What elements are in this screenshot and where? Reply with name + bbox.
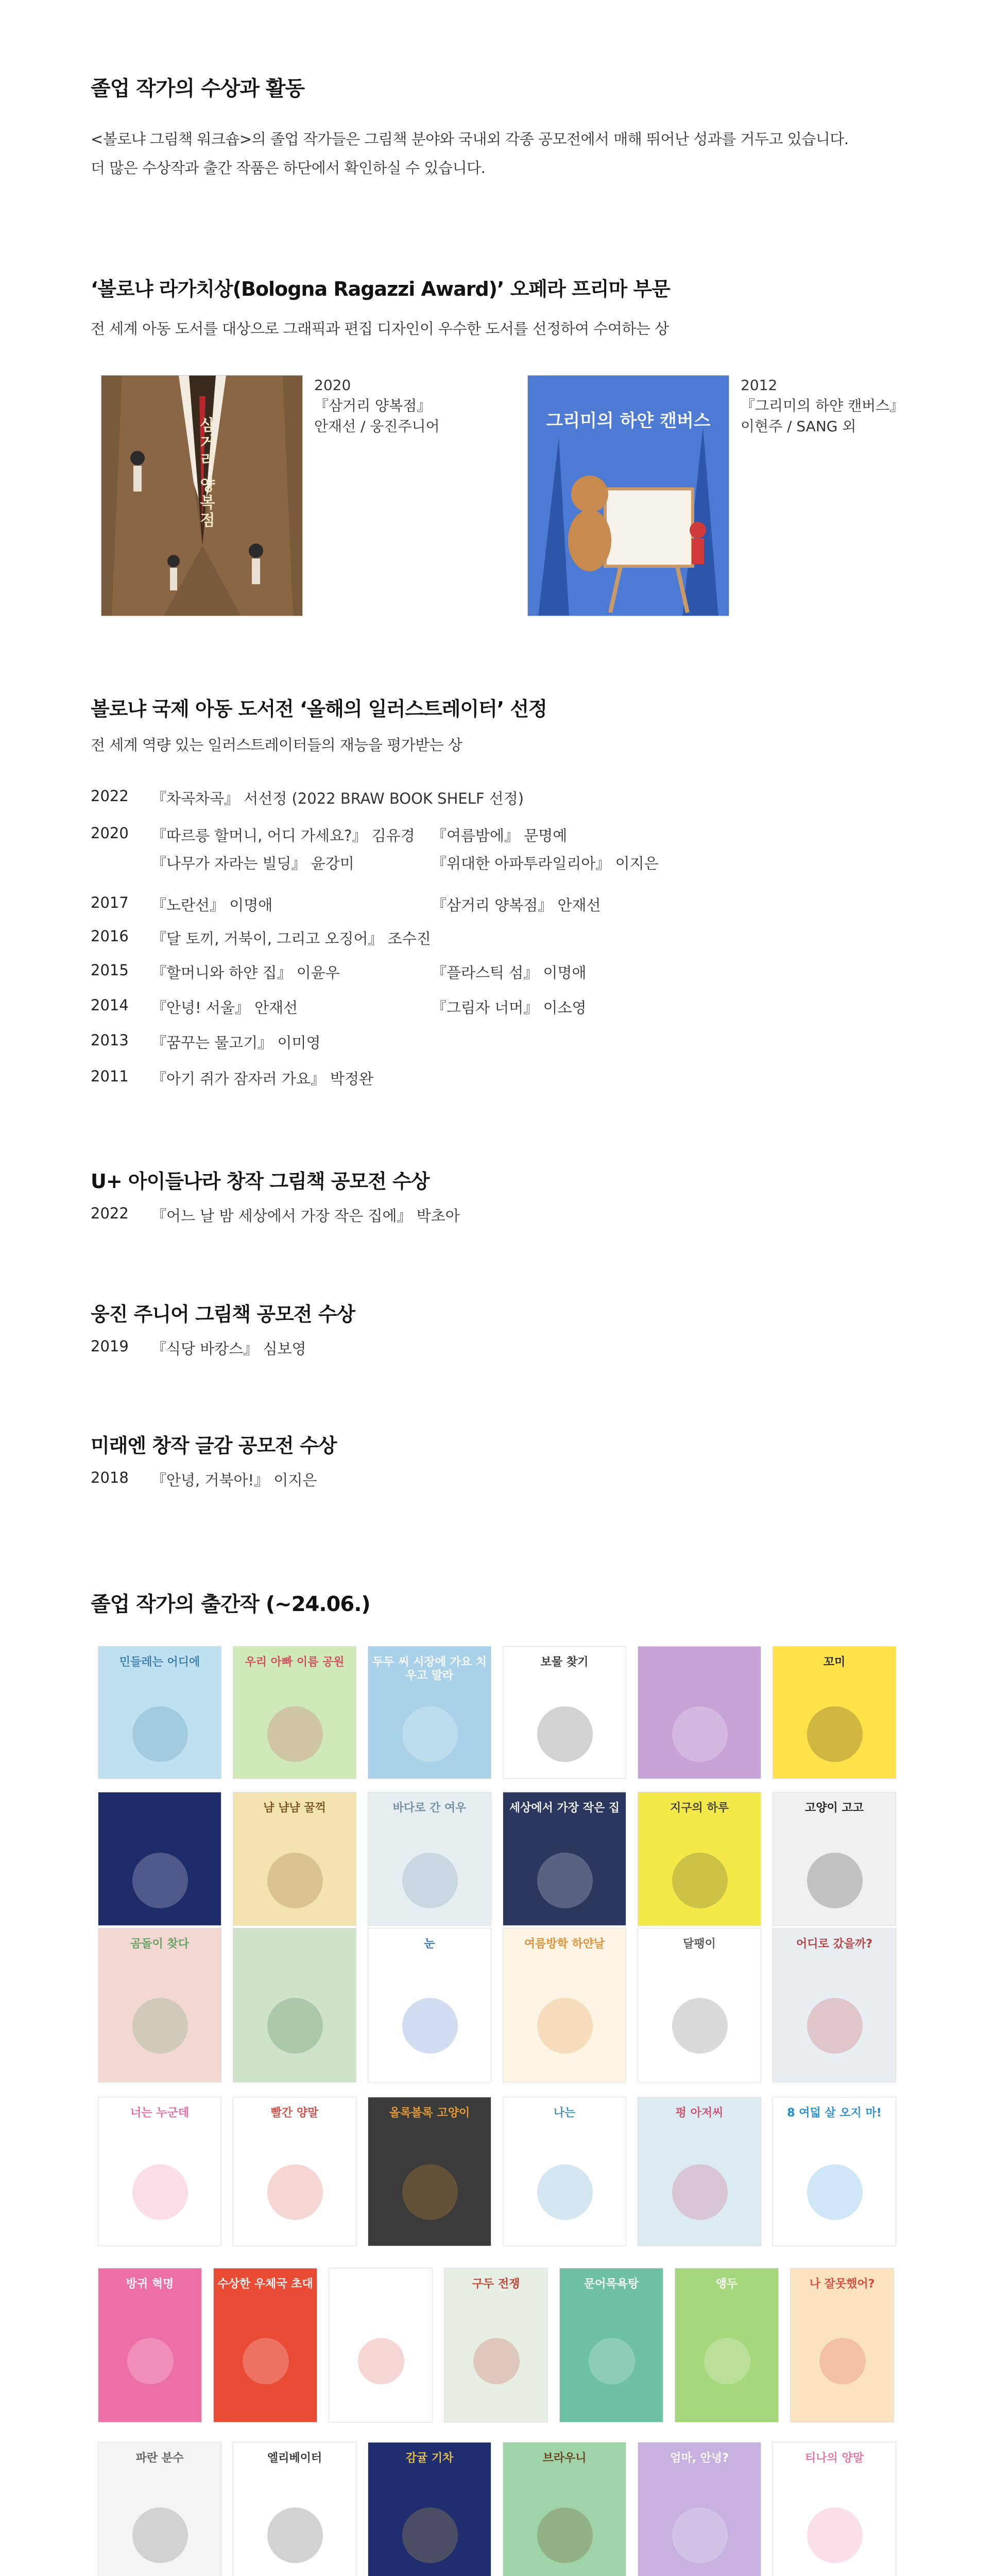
book-title: 너는 누군데 [130, 2107, 189, 2120]
book-cover [368, 2442, 491, 2576]
book-title: 구두 전쟁 [472, 2278, 520, 2291]
illustrators-description: 전 세계 역량 있는 일러스트레이터들의 재능을 평가받는 상 [91, 736, 462, 754]
book-cover [675, 2268, 779, 2422]
cover-illustration [267, 1853, 323, 1908]
ragazzi-title-2: 『그리미의 하얀 캔버스』 [741, 397, 904, 414]
cover-illustration [537, 2507, 593, 2563]
book-title: 달팽이 [683, 1938, 716, 1951]
ragazzi-authors-2: 이현주 / SANG 외 [741, 418, 856, 435]
book-cover [503, 1792, 626, 1926]
book-title: 나 잘못했어? [809, 2278, 875, 2291]
cover-illustration [267, 2164, 323, 2220]
book-title: 티나의 양말 [805, 2452, 864, 2465]
book-cover [368, 2097, 491, 2246]
illustrator-entry: 『그림자 너머』 이소영 [432, 999, 587, 1016]
book-title: 어디로 갔을까? [796, 1938, 872, 1951]
book-title: 고양이 고고 [805, 1802, 864, 1815]
illustrator-entry: 『따르릉 할머니, 어디 가세요?』 김유경 [151, 827, 415, 844]
cover-illustration [672, 2507, 728, 2563]
cover-illustration [807, 1998, 863, 2054]
cover-illustration [807, 1853, 863, 1908]
book-title: 엘리베이터 [267, 2452, 322, 2465]
cover-illustration [402, 1706, 458, 1762]
book-cover [503, 2097, 626, 2246]
book-cover [233, 2097, 356, 2246]
book-cover [444, 2268, 548, 2422]
book-cover [503, 2442, 626, 2576]
cover-illustration [132, 1706, 188, 1762]
illustrator-year: 2022 [91, 787, 129, 805]
book-cover [773, 1646, 896, 1779]
cover-illustration [672, 1998, 728, 2054]
book-cover [233, 1792, 356, 1926]
ragazzi-year-2: 2012 [741, 377, 778, 394]
ragazzi-heading: ‘볼로냐 라가치상(Bologna Ragazzi Award)’ 오페라 프리마 부문 [91, 278, 670, 300]
book-title: 냠 냠냠 꿀꺽 [263, 1802, 326, 1815]
book-cover [638, 1792, 761, 1926]
illustrator-entry: 『차곡차곡』 서선정 (2022 BRAW BOOK SHELF 선정) [151, 790, 524, 807]
publications-heading: 졸업 작가의 출간작 (~24.06.) [91, 1592, 370, 1616]
cover-title: 삼거리 양복점 [197, 417, 215, 530]
book-cover [503, 1928, 626, 2082]
illustrator-entry: 『플라스틱 섬』 이명애 [432, 964, 587, 981]
woongjin-heading: 웅진 주니어 그림책 공모전 수상 [91, 1303, 355, 1326]
book-title: 꼬미 [823, 1656, 846, 1669]
illustrator-entry: 『나무가 자라는 빌딩』 윤강미 [151, 855, 354, 872]
cover-illustration [704, 2338, 750, 2384]
cover-illustration [537, 1853, 593, 1908]
book-title: 브라우니 [542, 2452, 587, 2465]
cover-illustration [807, 2507, 863, 2563]
illustrator-year: 2020 [91, 824, 129, 842]
cover-illustration [132, 1998, 188, 2054]
awards-heading: 졸업 작가의 수상과 활동 [91, 77, 305, 100]
cover-illustration [358, 2338, 404, 2384]
book-title: 문어목욕탕 [584, 2278, 639, 2291]
book-title: 올록볼록 고양이 [389, 2107, 470, 2120]
cover-illustration [672, 1706, 728, 1762]
book-cover [638, 1928, 761, 2082]
book-cover [98, 1928, 221, 2082]
book-cover [98, 1646, 221, 1779]
miraen-heading: 미래엔 창작 글감 공모전 수상 [91, 1434, 337, 1457]
cover-illustration [537, 1998, 593, 2054]
book-cover [233, 2442, 356, 2576]
illustrator-year: 2011 [91, 1067, 129, 1085]
woongjin-item: 『식당 바캉스』 심보영 [151, 1340, 306, 1358]
illustrator-year: 2015 [91, 961, 129, 979]
cover-illustration [132, 1853, 188, 1908]
book-title: 곰돌이 찾다 [130, 1938, 189, 1951]
cover-illustration [402, 2164, 458, 2220]
book-title: 엄마, 안녕? [670, 2452, 729, 2465]
cover-illustration [267, 1706, 323, 1762]
book-cover [98, 2268, 202, 2422]
woongjin-year: 2019 [91, 1337, 129, 1355]
cover-title: 그리미의 하얀 캔버스 [546, 411, 711, 431]
cover-illustration [243, 2338, 289, 2384]
awards-intro-line1: <볼로냐 그림책 워크숍>의 졸업 작가들은 그림책 분야와 국내외 각종 공모전에서 매해 뛰어난 성과를 거두고 있습니다. [91, 130, 849, 148]
illustrator-entry: 『할머니와 하얀 집』 이윤우 [151, 964, 340, 981]
book-title: 세상에서 가장 작은 집 [509, 1802, 620, 1815]
book-title: 방귀 혁명 [126, 2278, 174, 2291]
illustrator-entry: 『안녕! 서울』 안재선 [151, 999, 298, 1016]
cover-illustration [402, 2507, 458, 2563]
book-cover [559, 2268, 663, 2422]
illustrator-year: 2017 [91, 894, 129, 911]
book-title: 앵두 [715, 2278, 738, 2291]
book-cover [503, 1646, 626, 1779]
book-title: 빨간 양말 [270, 2107, 319, 2120]
book-title: 파란 분수 [135, 2452, 184, 2465]
cover-illustration [402, 1853, 458, 1908]
uplus-year: 2022 [91, 1205, 129, 1222]
illustrators-heading: 볼로냐 국제 아동 도서전 ‘올해의 일러스트레이터’ 선정 [91, 698, 547, 720]
book-cover [773, 2097, 896, 2246]
illustrator-entry: 『아기 쥐가 잠자러 가요』 박정완 [151, 1070, 374, 1088]
book-title: 감귤 기차 [405, 2452, 454, 2465]
book-title: 눈 [424, 1938, 435, 1951]
uplus-heading: U+ 아이들나라 창작 그림책 공모전 수상 [91, 1170, 430, 1193]
cover-illustration [807, 1706, 863, 1762]
book-title: 두두 씨 시장에 가요 치우고 말라 [372, 1656, 487, 1682]
illustrator-entry: 『달 토끼, 거북이, 그리고 오징어』 조수진 [151, 930, 431, 947]
book-cover [368, 1792, 491, 1926]
ragazzi-year-1: 2020 [314, 377, 351, 394]
awards-intro-line2: 더 많은 수상작과 출간 작품은 하단에서 확인하실 수 있습니다. [91, 159, 486, 177]
book-cover [638, 1646, 761, 1779]
cover-illustration [807, 2164, 863, 2220]
book-cover [773, 1928, 896, 2082]
book-cover [98, 2442, 221, 2576]
ragazzi-description: 전 세계 아동 도서를 대상으로 그래픽과 편집 디자인이 우수한 도서를 선정하여 수여하는 상 [91, 320, 669, 337]
book-cover [638, 2097, 761, 2246]
cover-illustration [402, 1998, 458, 2054]
cover-illustration [132, 2164, 188, 2220]
illustrator-entry: 『여름밤에』 문명예 [432, 827, 568, 844]
book-title: 보물 찾기 [540, 1656, 589, 1669]
cover-illustration [473, 2338, 520, 2384]
book-cover [368, 1646, 491, 1779]
book-title: 8 여덟 살 오지 마! [787, 2107, 882, 2120]
cover-illustration [672, 1853, 728, 1908]
ragazzi-title-1: 『삼거리 양복점』 [314, 397, 432, 414]
book-title: 우리 아빠 이름 공원 [245, 1656, 345, 1669]
book-title: 민들레는 어디에 [119, 1656, 200, 1669]
book-cover [790, 2268, 894, 2422]
ragazzi-cover-2 [527, 375, 729, 616]
book-cover [368, 1928, 491, 2082]
illustrator-year: 2013 [91, 1031, 129, 1049]
book-title: 바다로 간 여우 [392, 1802, 467, 1815]
uplus-item: 『어느 날 밤 세상에서 가장 작은 집에』 박초아 [151, 1207, 460, 1225]
book-cover [98, 2097, 221, 2246]
book-cover [98, 1792, 221, 1926]
illustrator-entry: 『노란선』 이명애 [151, 896, 273, 914]
book-title: 수상한 우체국 초대 [217, 2278, 313, 2291]
illustrator-entry: 『꿈꾸는 물고기』 이미영 [151, 1034, 321, 1052]
book-title: 나는 [553, 2107, 576, 2120]
cover-illustration [127, 2338, 174, 2384]
cover-illustration [267, 2507, 323, 2563]
illustrator-year: 2016 [91, 927, 129, 945]
cover-illustration [537, 1706, 593, 1762]
cover-illustration [589, 2338, 635, 2384]
ragazzi-authors-1: 안재선 / 웅진주니어 [314, 418, 440, 435]
illustrator-entry: 『삼거리 양복점』 안재선 [432, 896, 601, 914]
book-cover [233, 1928, 356, 2082]
illustrator-entry: 『위대한 아파투라일리아』 이지은 [432, 855, 659, 872]
cover-illustration [537, 2164, 593, 2220]
cover-illustration [819, 2338, 866, 2384]
book-cover [329, 2268, 433, 2422]
book-cover [638, 2442, 761, 2576]
ragazzi-cover-1 [101, 375, 303, 616]
book-cover [773, 2442, 896, 2576]
book-cover [773, 1792, 896, 1926]
cover-illustration [132, 2507, 188, 2563]
cover-illustration [267, 1998, 323, 2054]
book-cover [233, 1646, 356, 1779]
book-cover [213, 2268, 317, 2422]
illustrator-year: 2014 [91, 996, 129, 1014]
book-title: 펑 아저씨 [675, 2107, 724, 2120]
book-title: 지구의 하루 [670, 1802, 729, 1815]
book-title: 여름방학 하얀날 [524, 1938, 605, 1951]
miraen-year: 2018 [91, 1469, 129, 1486]
cover-illustration [672, 2164, 728, 2220]
miraen-item: 『안녕, 거북아!』 이지은 [151, 1471, 317, 1489]
